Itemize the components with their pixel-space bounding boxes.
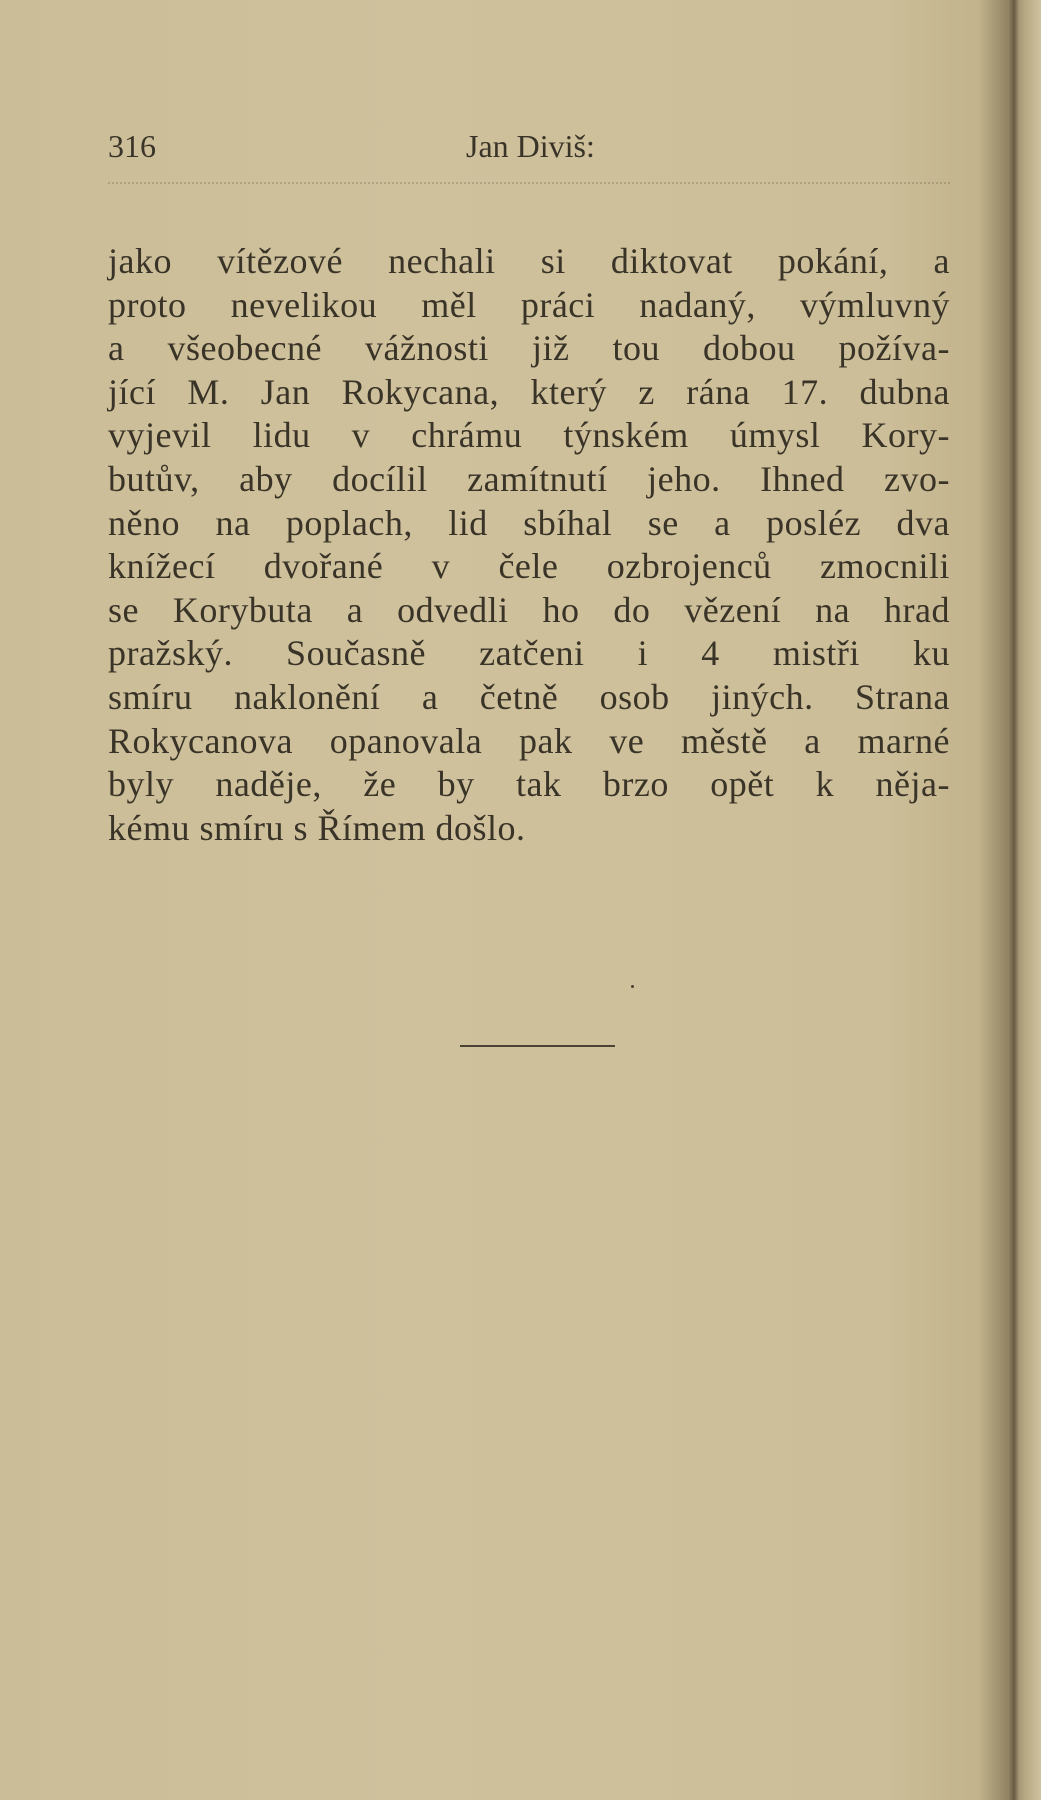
text-line: butův, aby docílil zamítnutí jeho. Ihned zvo-: [108, 458, 950, 499]
text-line: proto nevelikou měl práci nadaný, výmluvný: [108, 284, 950, 325]
text-line: byly naděje, že by tak brzo opět k něja-: [108, 764, 950, 805]
text-line: Rokycanova opanovala pak ve městě a marné: [108, 720, 950, 761]
text-line: vyjevil lidu v chrámu týnském úmysl Kory-: [108, 415, 950, 456]
ink-speck: [631, 985, 634, 988]
header-divider: [108, 182, 950, 184]
page-number: 316: [108, 128, 156, 164]
text-line: něno na poplach, lid sbíhal se a posléz dva: [108, 502, 950, 543]
text-line: knížecí dvořané v čele ozbrojenců zmocnili: [108, 546, 950, 587]
section-end-rule: [460, 1045, 615, 1047]
text-line: se Korybuta a odvedli ho do vězení na hrad: [108, 589, 950, 630]
text-line: a všeobecné vážnosti již tou dobou požíva-: [108, 328, 950, 369]
body-text: [108, 240, 950, 850]
text-line: jící M. Jan Rokycana, který z rána 17. dubna: [108, 371, 950, 412]
running-title: Jan Diviš:: [466, 128, 595, 164]
text-line: jako vítězové nechali si diktovat pokání, a: [108, 241, 950, 281]
book-gutter-shadow: [1009, 0, 1019, 1800]
text-line: smíru naklonění a četně osob jiných. Strana: [108, 676, 950, 717]
page-header: [108, 128, 950, 172]
text-line: pražský. Současně zatčeni i 4 mistři ku: [108, 633, 950, 674]
text-line-last: kému smíru s Římem došlo.: [108, 807, 526, 848]
